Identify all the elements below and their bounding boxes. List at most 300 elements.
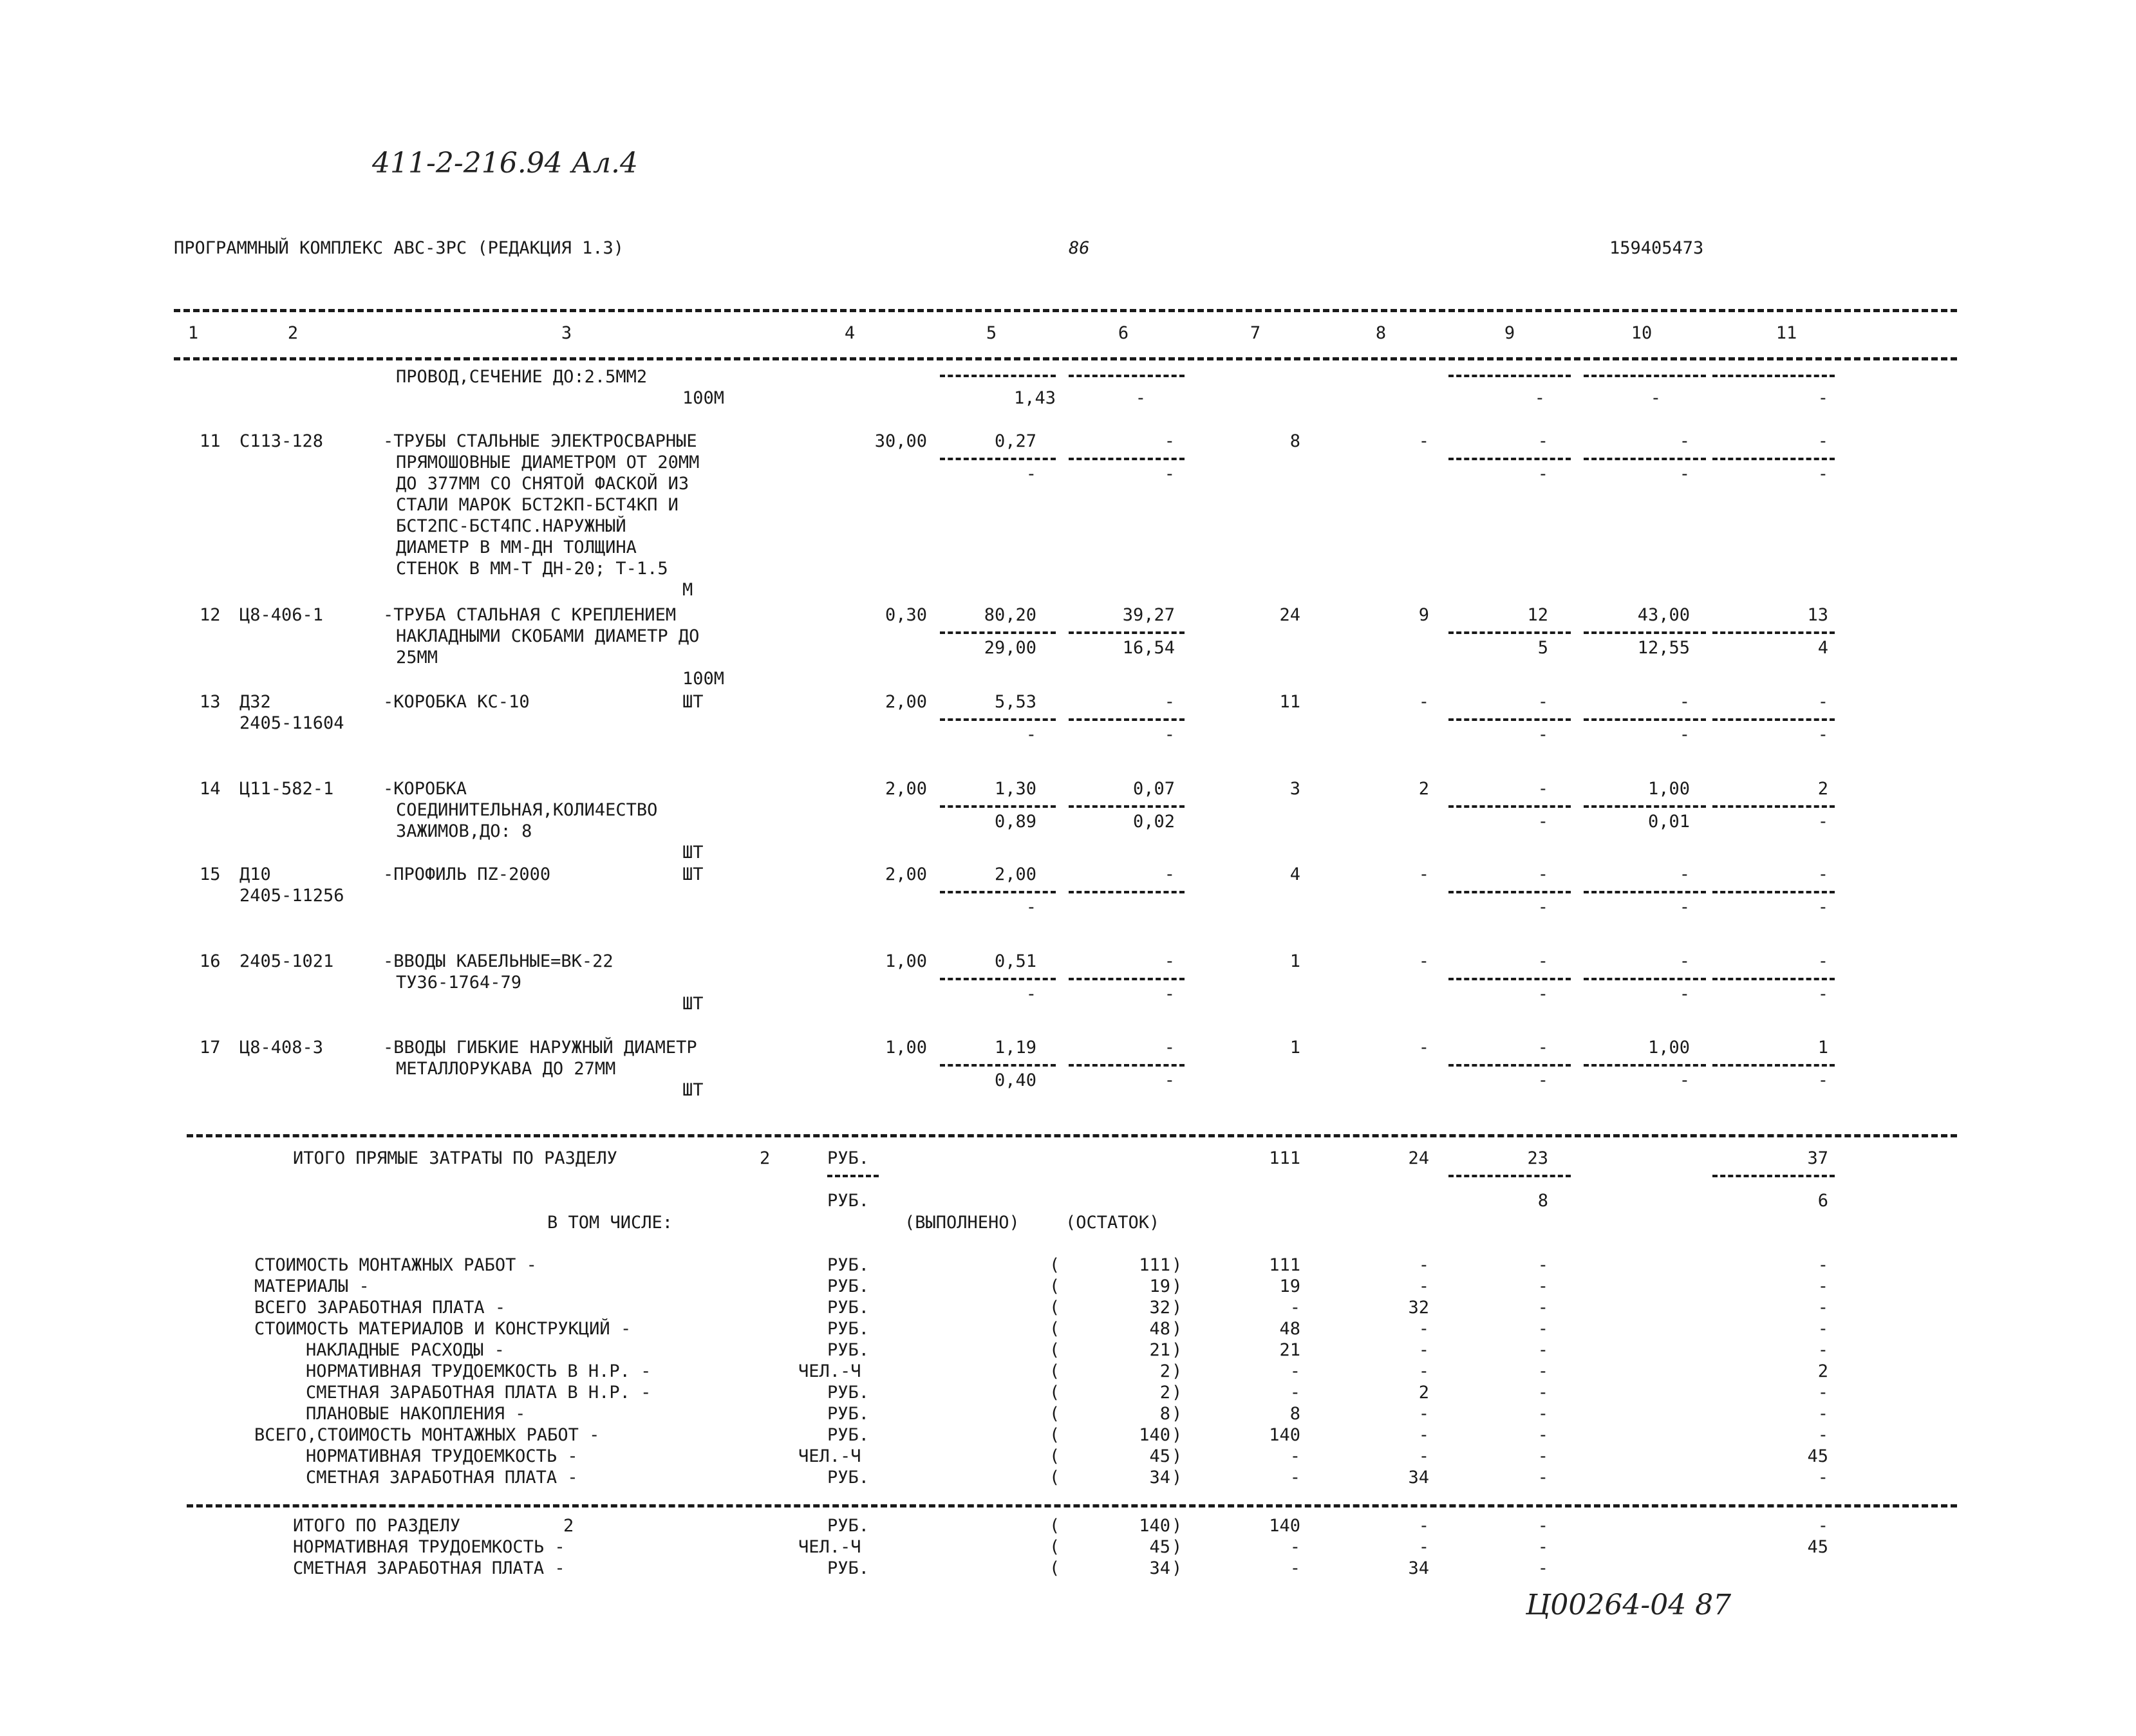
- item-unit: ШТ: [682, 1080, 704, 1100]
- item-bar-10: [1584, 1064, 1706, 1067]
- item-description-line: -ТРУБЫ СТАЛЬНЫЕ ЭЛЕКТРОСВАРНЫЕ: [383, 431, 697, 451]
- breakdown-col11: -: [1817, 1319, 1828, 1339]
- item-description-line: СТАЛИ МАРОК БСТ2КП-БСТ4КП И: [396, 495, 679, 515]
- item-col10: 1,00: [1647, 779, 1690, 799]
- item-bar-6: [1069, 891, 1185, 893]
- item-col4: 0,30: [885, 605, 927, 625]
- breakdown-paren-open: (: [1049, 1446, 1060, 1466]
- breakdown-label: МАТЕРИАЛЫ -: [254, 1276, 370, 1296]
- item-col8: -: [1418, 951, 1429, 971]
- item-col7: 24: [1279, 605, 1300, 625]
- item-code: Ц11-582-1: [239, 779, 334, 799]
- item-col7: 8: [1289, 431, 1300, 451]
- breakdown-unit: РУБ.: [827, 1276, 870, 1296]
- item-bar-10: [1584, 805, 1706, 808]
- item-col5-secondary: -: [1026, 725, 1036, 745]
- rest-label: (ОСТАТОК): [1065, 1213, 1160, 1233]
- item-unit: ШТ: [682, 692, 704, 712]
- breakdown-value: 21: [1149, 1340, 1170, 1360]
- item-unit: ШТ: [682, 864, 704, 884]
- breakdown-value: 48: [1149, 1319, 1170, 1339]
- column-header-1: 1: [187, 323, 199, 343]
- breakdown-paren-close: ): [1172, 1425, 1183, 1445]
- item-col5-secondary: -: [1026, 897, 1036, 917]
- breakdown-label: НОРМАТИВНАЯ ТРУДОЕМКОСТЬ -: [306, 1446, 578, 1466]
- breakdown-col11: -: [1817, 1425, 1828, 1445]
- breakdown-col8: 34: [1408, 1468, 1429, 1488]
- item-col10-secondary: -: [1679, 725, 1690, 745]
- breakdown-paren-open: (: [1049, 1361, 1060, 1381]
- column-header-4: 4: [844, 323, 856, 343]
- page-number: 86: [1069, 238, 1090, 258]
- item-col11: -: [1817, 692, 1828, 712]
- breakdown-col11: -: [1817, 1255, 1828, 1275]
- item-col5: 0,27: [994, 431, 1036, 451]
- column-header-6: 6: [1118, 323, 1129, 343]
- item-col11-secondary: -: [1817, 725, 1828, 745]
- item-col11-secondary: 4: [1817, 638, 1828, 658]
- item-bar-10: [1584, 891, 1706, 893]
- item-code: 2405-1021: [239, 951, 334, 971]
- including-label: В ТОМ ЧИСЛЕ:: [547, 1213, 673, 1233]
- item-col4: 2,00: [885, 864, 927, 884]
- column-header-2: 2: [287, 323, 299, 343]
- continuation-col6: -: [1135, 388, 1146, 408]
- item-col9: -: [1537, 779, 1548, 799]
- breakdown-paren-open: (: [1049, 1425, 1060, 1445]
- item-bar-10: [1584, 978, 1706, 980]
- breakdown-value: 2: [1159, 1361, 1170, 1381]
- item-bar-6: [1069, 978, 1185, 980]
- breakdown-col9: -: [1537, 1340, 1548, 1360]
- item-description-line: -ВВОДЫ ГИБКИЕ НАРУЖНЫЙ ДИАМЕТР: [383, 1038, 697, 1058]
- item-number: 17: [200, 1038, 221, 1058]
- item-bar-9: [1448, 458, 1571, 460]
- item-number: 13: [200, 692, 221, 712]
- breakdown-value: 19: [1149, 1276, 1170, 1296]
- item-col9: -: [1537, 864, 1548, 884]
- breakdown-unit: РУБ.: [827, 1298, 870, 1318]
- item-bar-10: [1584, 718, 1706, 721]
- item-bar-5: [940, 1064, 1056, 1067]
- breakdown-label: СТОИМОСТЬ МАТЕРИАЛОВ И КОНСТРУКЦИЙ -: [254, 1319, 632, 1339]
- breakdown-col8: -: [1418, 1319, 1429, 1339]
- breakdown-col8: -: [1418, 1255, 1429, 1275]
- item-number: 15: [200, 864, 221, 884]
- breakdown-col9: -: [1537, 1425, 1548, 1445]
- item-code: Д10: [239, 864, 271, 884]
- breakdown-col9: -: [1537, 1319, 1548, 1339]
- item-bar-5: [940, 805, 1056, 808]
- header-rule-bottom: [174, 357, 1957, 360]
- breakdown-col7: 111: [1269, 1255, 1300, 1275]
- final-label: СМЕТНАЯ ЗАРАБОТНАЯ ПЛАТА -: [293, 1558, 565, 1578]
- final-total-rule: [187, 1504, 1957, 1507]
- breakdown-paren-close: ): [1172, 1383, 1183, 1403]
- breakdown-paren-close: ): [1172, 1276, 1183, 1296]
- column-header-5: 5: [986, 323, 997, 343]
- item-bar-11: [1712, 718, 1835, 721]
- breakdown-paren-close: ): [1172, 1298, 1183, 1318]
- item-col10: -: [1679, 864, 1690, 884]
- item-col4: 1,00: [885, 951, 927, 971]
- breakdown-col9: -: [1537, 1276, 1548, 1296]
- final-col9: -: [1537, 1516, 1548, 1536]
- item-bar-5: [940, 718, 1056, 721]
- section-total-label: ИТОГО ПРЯМЫЕ ЗАТРАТЫ ПО РАЗДЕЛУ: [293, 1148, 617, 1168]
- breakdown-paren-close: ): [1172, 1340, 1183, 1360]
- continuation-bar-10: [1584, 375, 1706, 377]
- continuation-bar-6: [1069, 375, 1185, 377]
- item-description-line: ЗАЖИМОВ,ДО: 8: [396, 821, 532, 841]
- item-bar-6: [1069, 805, 1185, 808]
- section-total-section: 2: [760, 1148, 771, 1168]
- breakdown-col9: -: [1537, 1446, 1548, 1466]
- item-col9-secondary: -: [1537, 897, 1548, 917]
- breakdown-unit: РУБ.: [827, 1425, 870, 1445]
- item-col11: 1: [1817, 1038, 1828, 1058]
- item-col10-secondary: 0,01: [1647, 812, 1690, 832]
- breakdown-col7: 8: [1289, 1404, 1300, 1424]
- item-bar-9: [1448, 978, 1571, 980]
- item-bar-6: [1069, 458, 1185, 460]
- continuation-bar-9: [1448, 375, 1571, 377]
- breakdown-paren-close: ): [1172, 1404, 1183, 1424]
- final-paren-close: ): [1172, 1516, 1183, 1536]
- item-col6: -: [1164, 951, 1175, 971]
- breakdown-col7: -: [1289, 1361, 1300, 1381]
- item-col6-secondary: -: [1164, 984, 1175, 1004]
- item-code: Ц8-408-3: [239, 1038, 324, 1058]
- item-number: 11: [200, 431, 221, 451]
- breakdown-label: ВСЕГО ЗАРАБОТНАЯ ПЛАТА -: [254, 1298, 506, 1318]
- item-number: 16: [200, 951, 221, 971]
- breakdown-value: 45: [1149, 1446, 1170, 1466]
- item-number: 14: [200, 779, 221, 799]
- item-code-secondary: 2405-11256: [239, 886, 344, 906]
- item-code-secondary: 2405-11604: [239, 713, 344, 733]
- item-description-line: -ТРУБА СТАЛЬНАЯ С КРЕПЛЕНИЕМ: [383, 605, 677, 625]
- item-col8: -: [1418, 1038, 1429, 1058]
- breakdown-col11: -: [1817, 1340, 1828, 1360]
- item-bar-5: [940, 978, 1056, 980]
- item-bar-9: [1448, 1064, 1571, 1067]
- item-col4: 30,00: [874, 431, 927, 451]
- item-col10-secondary: -: [1679, 464, 1690, 484]
- item-col11-secondary: -: [1817, 464, 1828, 484]
- item-description-line: ТУ36-1764-79: [396, 973, 522, 993]
- item-bar-6: [1069, 631, 1185, 634]
- breakdown-paren-close: ): [1172, 1468, 1183, 1488]
- breakdown-col7: -: [1289, 1446, 1300, 1466]
- breakdown-col8: -: [1418, 1361, 1429, 1381]
- section-total-col7: 111: [1269, 1148, 1300, 1168]
- item-col5-secondary: 29,00: [984, 638, 1036, 658]
- breakdown-value: 111: [1139, 1255, 1170, 1275]
- continuation-col11: -: [1817, 388, 1828, 408]
- column-header-3: 3: [561, 323, 572, 343]
- item-col7: 4: [1289, 864, 1300, 884]
- column-header-11: 11: [1775, 323, 1797, 343]
- breakdown-unit: ЧЕЛ.-Ч: [798, 1361, 861, 1381]
- section-total-unit: РУБ.: [827, 1148, 870, 1168]
- item-bar-5: [940, 891, 1056, 893]
- item-col8: -: [1418, 692, 1429, 712]
- item-bar-5: [940, 458, 1056, 460]
- breakdown-unit: РУБ.: [827, 1340, 870, 1360]
- breakdown-paren-close: ): [1172, 1446, 1183, 1466]
- item-unit: М: [682, 580, 693, 600]
- continuation-col10: -: [1650, 388, 1661, 408]
- item-description-line: БСТ2ПС-БСТ4ПС.НАРУЖНЫЙ: [396, 516, 626, 536]
- item-unit: 100М: [682, 669, 725, 689]
- item-col9-secondary: -: [1537, 464, 1548, 484]
- item-col5-secondary: 0,40: [994, 1070, 1036, 1090]
- item-col5-secondary: -: [1026, 464, 1036, 484]
- item-col9: -: [1537, 951, 1548, 971]
- done-label: (ВЫПОЛНЕНО): [904, 1213, 1020, 1233]
- item-description-line: 25ММ: [396, 648, 438, 667]
- final-unit: ЧЕЛ.-Ч: [798, 1537, 861, 1557]
- item-description-line: СТЕНОК В ММ-Т ДН-20; Т-1.5: [396, 559, 668, 579]
- section-total-col11-secondary: 6: [1817, 1191, 1828, 1211]
- breakdown-col8: -: [1418, 1425, 1429, 1445]
- section-total-col11: 37: [1807, 1148, 1828, 1168]
- final-label: ИТОГО ПО РАЗДЕЛУ: [293, 1516, 461, 1536]
- breakdown-col9: -: [1537, 1255, 1548, 1275]
- final-paren-open: (: [1049, 1516, 1060, 1536]
- item-bar-9: [1448, 718, 1571, 721]
- item-bar-9: [1448, 631, 1571, 634]
- item-col5: 5,53: [994, 692, 1036, 712]
- breakdown-col8: 32: [1408, 1298, 1429, 1318]
- item-col9-secondary: -: [1537, 812, 1548, 832]
- item-col6: 0,07: [1132, 779, 1175, 799]
- breakdown-unit: РУБ.: [827, 1255, 870, 1275]
- item-col6: -: [1164, 692, 1175, 712]
- item-col11: -: [1817, 431, 1828, 451]
- item-col8: -: [1418, 431, 1429, 451]
- item-description-line: МЕТАЛЛОРУКАВА ДО 27ММ: [396, 1059, 616, 1079]
- breakdown-paren-close: ): [1172, 1361, 1183, 1381]
- item-col5: 1,19: [994, 1038, 1036, 1058]
- breakdown-paren-open: (: [1049, 1319, 1060, 1339]
- continuation-col5: 1,43: [1013, 388, 1056, 408]
- item-col9-secondary: -: [1537, 725, 1548, 745]
- item-col5: 1,30: [994, 779, 1036, 799]
- item-col10: 43,00: [1637, 605, 1690, 625]
- breakdown-col9: -: [1537, 1361, 1548, 1381]
- breakdown-label: СТОИМОСТЬ МОНТАЖНЫХ РАБОТ -: [254, 1255, 537, 1275]
- section-total-rule: [187, 1134, 1957, 1137]
- item-col8: 2: [1418, 779, 1429, 799]
- breakdown-paren-close: ): [1172, 1319, 1183, 1339]
- breakdown-paren-open: (: [1049, 1468, 1060, 1488]
- item-unit: ШТ: [682, 843, 704, 863]
- item-col11: -: [1817, 951, 1828, 971]
- breakdown-paren-open: (: [1049, 1383, 1060, 1403]
- breakdown-unit: РУБ.: [827, 1319, 870, 1339]
- continuation-bar-11: [1712, 375, 1835, 377]
- item-bar-9: [1448, 805, 1571, 808]
- breakdown-col9: -: [1537, 1383, 1548, 1403]
- item-description-line: ДО 377ММ СО СНЯТОЙ ФАСКОЙ ИЗ: [396, 474, 689, 494]
- item-col10-secondary: -: [1679, 984, 1690, 1004]
- final-unit: РУБ.: [827, 1516, 870, 1536]
- final-paren-open: (: [1049, 1558, 1060, 1578]
- item-bar-10: [1584, 458, 1706, 460]
- item-col5-secondary: -: [1026, 984, 1036, 1004]
- item-col7: 1: [1289, 1038, 1300, 1058]
- column-header-10: 10: [1631, 323, 1653, 343]
- document-code: 159405473: [1609, 238, 1704, 258]
- final-col8: -: [1418, 1537, 1429, 1557]
- item-col10: -: [1679, 951, 1690, 971]
- item-bar-11: [1712, 805, 1835, 808]
- item-col6-secondary: -: [1164, 1070, 1175, 1090]
- continuation-text: ПРОВОД,СЕЧЕНИЕ ДО:2.5ММ2: [396, 367, 648, 387]
- breakdown-value: 32: [1149, 1298, 1170, 1318]
- item-col11-secondary: -: [1817, 1070, 1828, 1090]
- item-col6: 39,27: [1122, 605, 1175, 625]
- item-bar-11: [1712, 458, 1835, 460]
- item-bar-6: [1069, 718, 1185, 721]
- breakdown-col7: -: [1289, 1383, 1300, 1403]
- final-col9: -: [1537, 1558, 1548, 1578]
- breakdown-col11: 45: [1807, 1446, 1828, 1466]
- breakdown-col7: 19: [1279, 1276, 1300, 1296]
- breakdown-col11: -: [1817, 1404, 1828, 1424]
- breakdown-col11: -: [1817, 1276, 1828, 1296]
- item-col9: -: [1537, 431, 1548, 451]
- breakdown-col7: -: [1289, 1468, 1300, 1488]
- item-col10-secondary: -: [1679, 897, 1690, 917]
- item-bar-5: [940, 631, 1056, 634]
- item-col11-secondary: -: [1817, 812, 1828, 832]
- item-number: 12: [200, 605, 221, 625]
- breakdown-col8: 2: [1418, 1383, 1429, 1403]
- item-col9: 12: [1527, 605, 1548, 625]
- item-col9-secondary: -: [1537, 984, 1548, 1004]
- breakdown-col9: -: [1537, 1468, 1548, 1488]
- section-total-col9-secondary: 8: [1537, 1191, 1548, 1211]
- item-description-line: -ПРОФИЛЬ ПZ-2000: [383, 864, 551, 884]
- header-rule-top: [174, 309, 1957, 312]
- breakdown-col7: 48: [1279, 1319, 1300, 1339]
- item-bar-11: [1712, 1064, 1835, 1067]
- item-col10: 1,00: [1647, 1038, 1690, 1058]
- item-col7: 11: [1279, 692, 1300, 712]
- item-bar-11: [1712, 891, 1835, 893]
- item-unit: ШТ: [682, 994, 704, 1014]
- handwritten-document-code: 411-2-216.94 Ал.4: [372, 147, 638, 180]
- final-label: НОРМАТИВНАЯ ТРУДОЕМКОСТЬ -: [293, 1537, 565, 1557]
- final-col11: -: [1817, 1516, 1828, 1536]
- breakdown-label: СМЕТНАЯ ЗАРАБОТНАЯ ПЛАТА -: [306, 1468, 578, 1488]
- final-paren-close: ): [1172, 1558, 1183, 1578]
- breakdown-label: НОРМАТИВНАЯ ТРУДОЕМКОСТЬ В Н.Р. -: [306, 1361, 651, 1381]
- final-col7: -: [1289, 1537, 1300, 1557]
- final-col8: -: [1418, 1516, 1429, 1536]
- section-total-col9: 23: [1527, 1148, 1548, 1168]
- item-col10-secondary: 12,55: [1637, 638, 1690, 658]
- section-total-bar-4: [827, 1175, 879, 1177]
- section-total-col8: 24: [1408, 1148, 1429, 1168]
- final-value: 45: [1149, 1537, 1170, 1557]
- continuation-col9: -: [1534, 388, 1545, 408]
- item-col5: 2,00: [994, 864, 1036, 884]
- item-col11-secondary: -: [1817, 897, 1828, 917]
- item-code: Д32: [239, 692, 271, 712]
- item-bar-11: [1712, 631, 1835, 634]
- final-col7: 140: [1269, 1516, 1300, 1536]
- item-col4: 2,00: [885, 692, 927, 712]
- breakdown-col7: 21: [1279, 1340, 1300, 1360]
- item-col10: -: [1679, 431, 1690, 451]
- breakdown-unit: ЧЕЛ.-Ч: [798, 1446, 861, 1466]
- breakdown-paren-close: ): [1172, 1255, 1183, 1275]
- breakdown-value: 140: [1139, 1425, 1170, 1445]
- item-code: С113-128: [239, 431, 324, 451]
- item-col6: -: [1164, 864, 1175, 884]
- breakdown-col8: -: [1418, 1446, 1429, 1466]
- handwritten-archive-number: Ц00264-04 87: [1526, 1589, 1732, 1621]
- item-bar-9: [1448, 891, 1571, 893]
- item-col9: -: [1537, 692, 1548, 712]
- item-col8: 9: [1418, 605, 1429, 625]
- breakdown-col9: -: [1537, 1404, 1548, 1424]
- final-unit: РУБ.: [827, 1558, 870, 1578]
- breakdown-paren-open: (: [1049, 1298, 1060, 1318]
- item-col7: 1: [1289, 951, 1300, 971]
- breakdown-col8: -: [1418, 1340, 1429, 1360]
- item-col11: 13: [1807, 605, 1828, 625]
- breakdown-col7: 140: [1269, 1425, 1300, 1445]
- item-col6-secondary: 0,02: [1132, 812, 1175, 832]
- item-col9: -: [1537, 1038, 1548, 1058]
- breakdown-paren-open: (: [1049, 1404, 1060, 1424]
- item-col6-secondary: 16,54: [1122, 638, 1175, 658]
- breakdown-unit: РУБ.: [827, 1383, 870, 1403]
- final-value: 34: [1149, 1558, 1170, 1578]
- column-header-row: [174, 323, 1957, 349]
- breakdown-value: 34: [1149, 1468, 1170, 1488]
- final-col8: 34: [1408, 1558, 1429, 1578]
- section-total-bar-9: [1448, 1175, 1571, 1177]
- item-description-line: ДИАМЕТР В ММ-ДН ТОЛЩИНА: [396, 537, 637, 557]
- breakdown-col7: -: [1289, 1298, 1300, 1318]
- item-col6: -: [1164, 431, 1175, 451]
- item-col9-secondary: 5: [1537, 638, 1548, 658]
- final-paren-close: ): [1172, 1537, 1183, 1557]
- breakdown-label: НАКЛАДНЫЕ РАСХОДЫ -: [306, 1340, 505, 1360]
- final-value: 140: [1139, 1516, 1170, 1536]
- item-description-line: -КОРОБКА КС-10: [383, 692, 530, 712]
- item-col4: 2,00: [885, 779, 927, 799]
- item-description-line: -КОРОБКА: [383, 779, 467, 799]
- item-col7: 3: [1289, 779, 1300, 799]
- breakdown-unit: РУБ.: [827, 1468, 870, 1488]
- breakdown-paren-open: (: [1049, 1255, 1060, 1275]
- breakdown-paren-open: (: [1049, 1276, 1060, 1296]
- item-col11: -: [1817, 864, 1828, 884]
- item-col5: 80,20: [984, 605, 1036, 625]
- item-description-line: СОЕДИНИТЕЛЬНАЯ,КОЛИ4ЕСТВО: [396, 800, 658, 820]
- item-col11: 2: [1817, 779, 1828, 799]
- breakdown-paren-open: (: [1049, 1340, 1060, 1360]
- breakdown-value: 2: [1159, 1383, 1170, 1403]
- breakdown-label: ПЛАНОВЫЕ НАКОПЛЕНИЯ -: [306, 1404, 526, 1424]
